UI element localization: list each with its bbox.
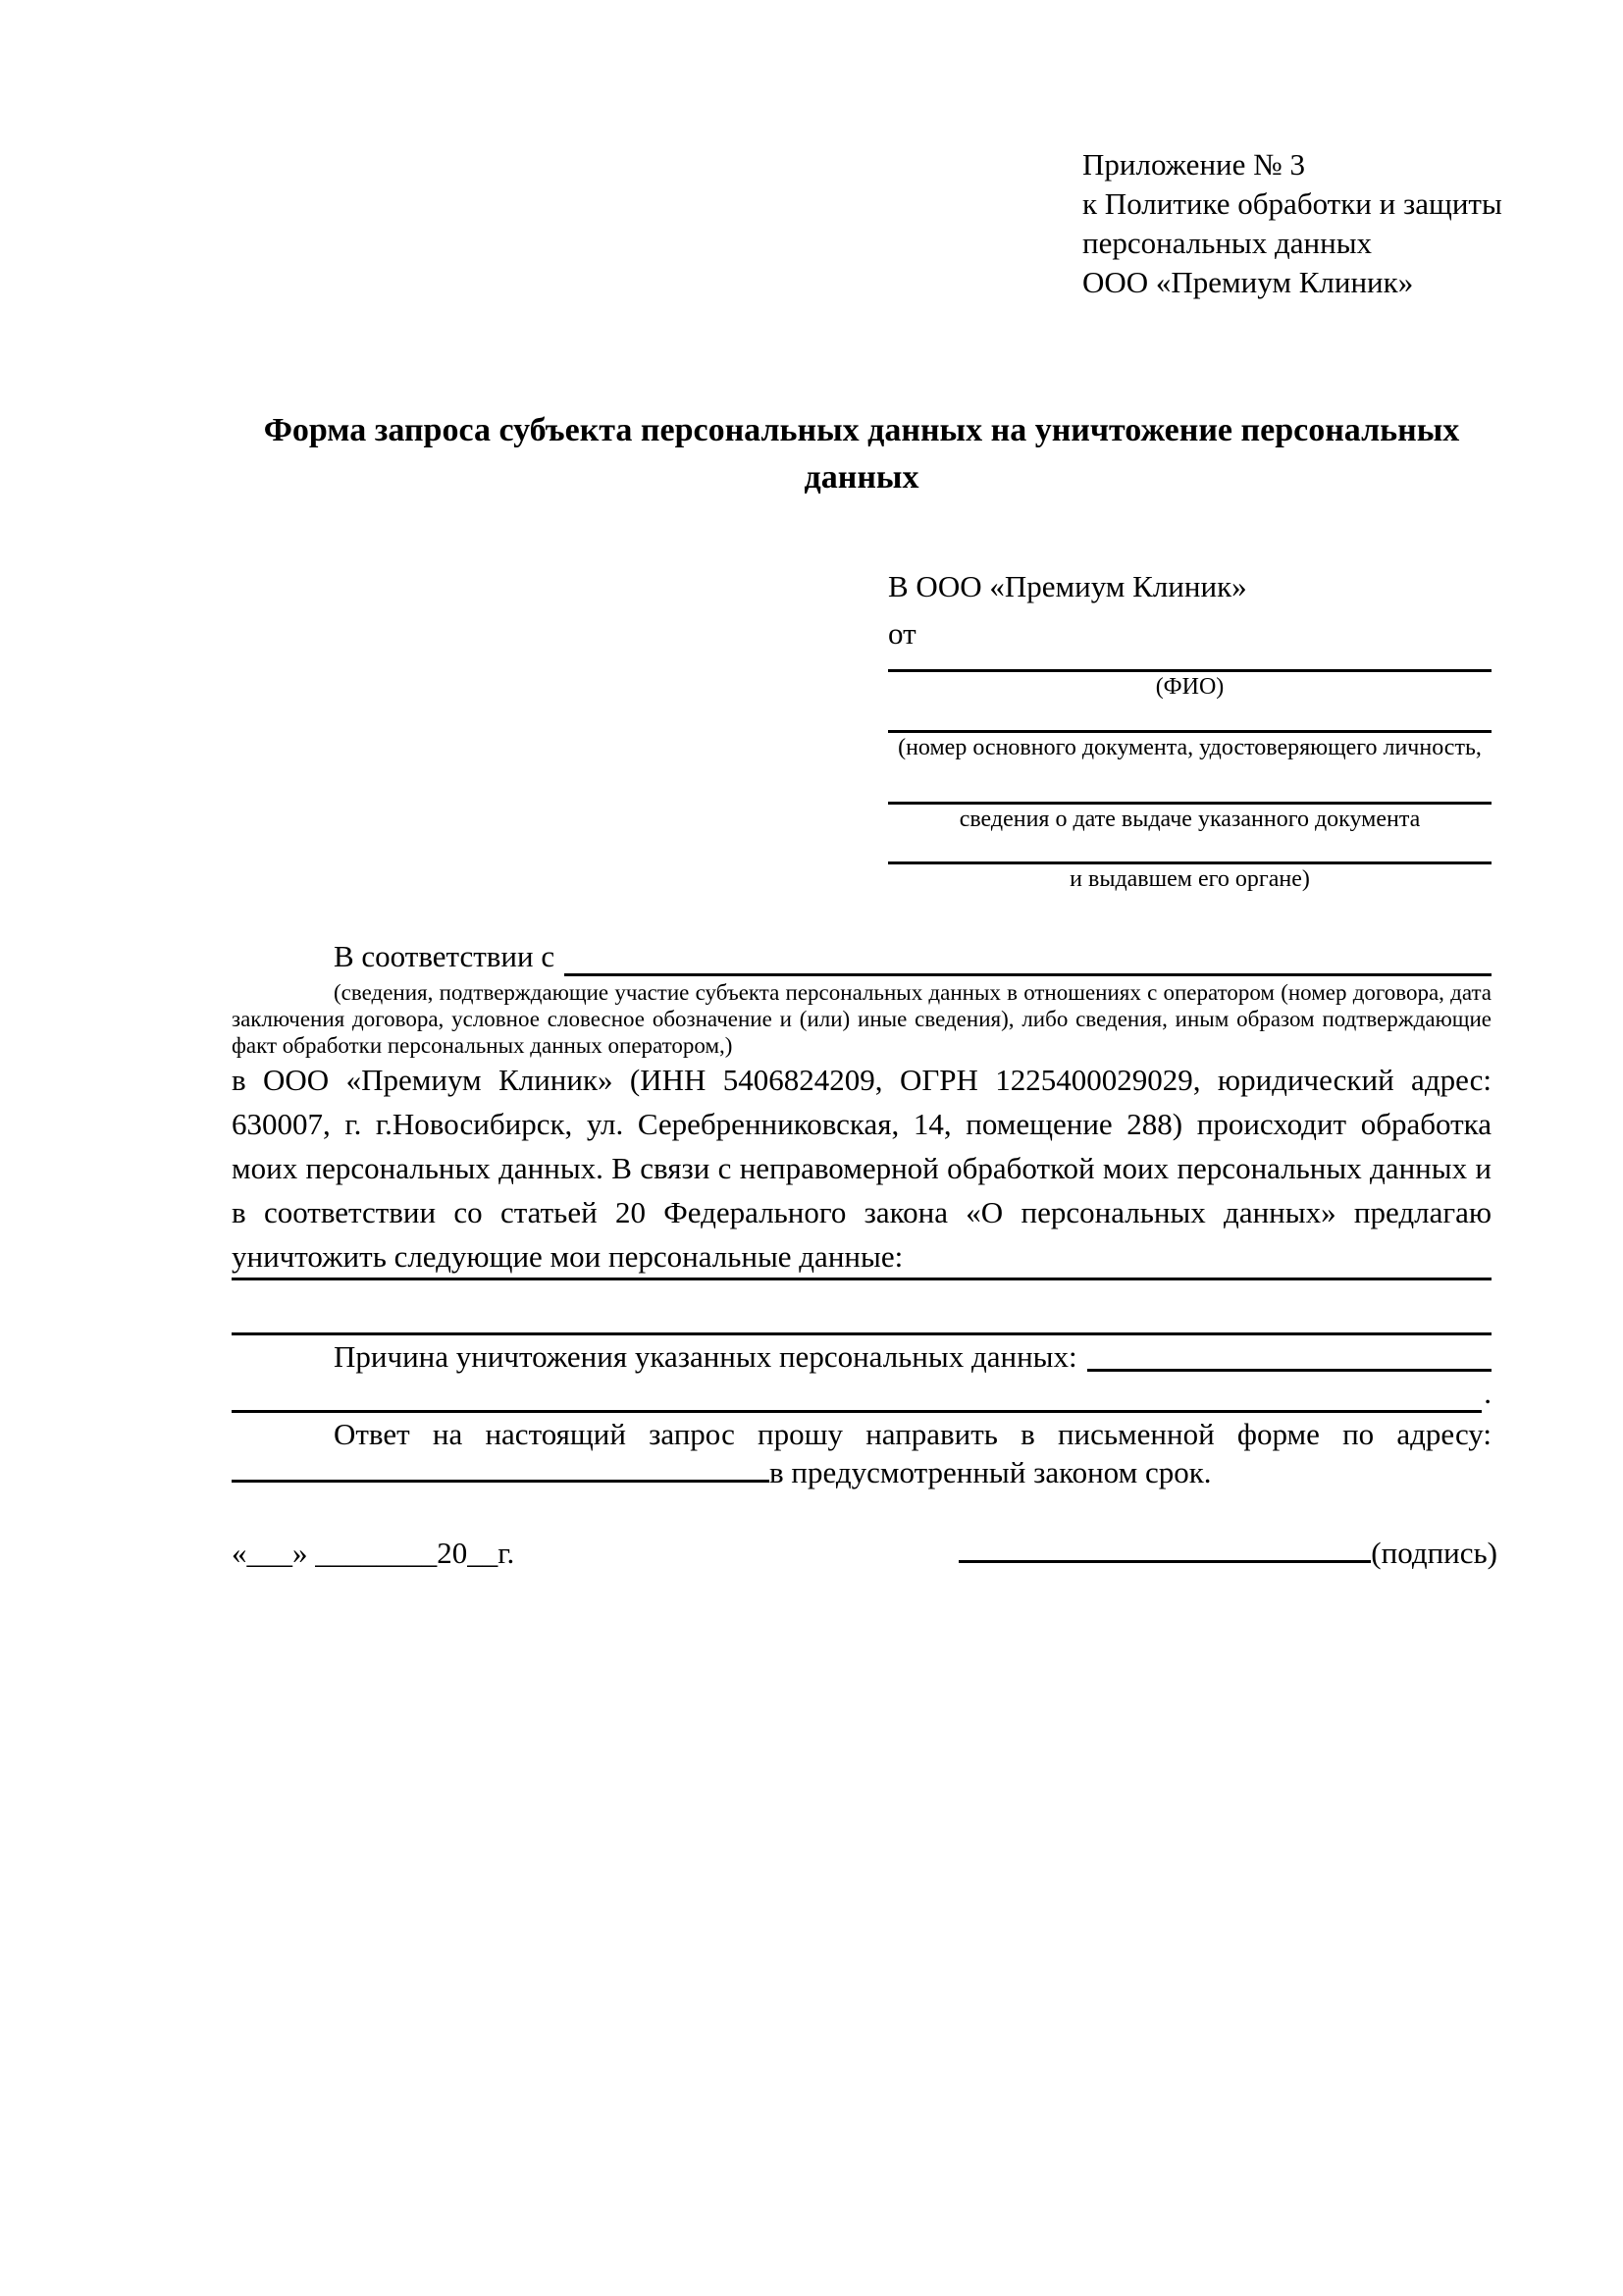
personal-data-blank-line-2 xyxy=(232,1332,1492,1335)
reason-continuation-blank-line xyxy=(232,1378,1482,1413)
reason-line-terminator: . xyxy=(1484,1376,1492,1410)
document-title: Форма запроса субъекта персональных данных на уничтожение персональных данных xyxy=(263,412,1460,496)
response-tail: в предусмотренный законом срок. xyxy=(769,1455,1212,1489)
signature-blank-line xyxy=(959,1531,1371,1563)
accordance-note: (сведения, подтверждающие участие субъекта персональных данных в отношениях с оператором (номер договора, дата заключения договора, условное словесное обозначение и (или) иные сведения), либо сведения, иным образом подтверждающие факт обработки персональных данных оператором,) xyxy=(232,980,1492,1058)
annex-line-1: Приложение № 3 xyxy=(1082,147,1305,182)
signature-caption: (подпись) xyxy=(1371,1536,1497,1570)
issuing-authority-blank-line xyxy=(888,834,1492,864)
reason-blank-line xyxy=(1087,1337,1492,1372)
date-blank: «___» ________20__г. xyxy=(232,1536,515,1570)
fio-caption: (ФИО) xyxy=(1155,674,1225,700)
signature-area xyxy=(959,1531,1497,1573)
issue-date-blank-line xyxy=(888,762,1492,805)
recipient-to: В ООО «Премиум Клиник» xyxy=(888,569,1247,603)
reason-label: Причина уничтожения указанных персональных данных: xyxy=(334,1339,1077,1374)
reason-section xyxy=(232,1337,1492,1377)
document-number-blank-line xyxy=(888,702,1492,733)
personal-data-blank-line-1 xyxy=(232,1278,1492,1280)
accordance-lead: В соответствии с xyxy=(334,939,555,973)
annex-block xyxy=(1082,145,1502,302)
response-lead: Ответ на настоящий запрос прошу направить в письменной форме по адресу: xyxy=(334,1417,1492,1451)
annex-line-4: ООО «Премиум Клиник» xyxy=(1082,265,1414,299)
document-number-caption: (номер основного документа, удостоверяющего личность, xyxy=(898,735,1482,760)
reason-continuation-row xyxy=(232,1374,1492,1413)
issue-date-caption: сведения о дате выдаче указанного документа xyxy=(959,807,1421,832)
address-blank-line xyxy=(232,1450,769,1483)
fio-blank-line xyxy=(888,653,1492,672)
issuing-authority-caption: и выдавшем его органе) xyxy=(1070,866,1310,892)
recipient-block xyxy=(888,567,1492,894)
accordance-section xyxy=(232,937,1492,1059)
accordance-row xyxy=(232,937,1492,976)
body-paragraph: в ООО «Премиум Клиник» (ИНН 5406824209, ОГРН 1225400029029, юридический адрес: 630007, г. г.Новосибирск, ул. Серебренниковская, 14, помещение 288) происходит обработка моих персональных данных. В связи с неправомерной обработкой моих персональных данных и в соответствии со статьей 20 Федерального закона «О персональных данных» предлагаю уничтожить следующие мои персональные данные: xyxy=(232,1063,1492,1274)
recipient-from: от xyxy=(888,616,916,651)
annex-line-3: персональных данных xyxy=(1082,226,1373,260)
accordance-blank-line xyxy=(564,939,1492,976)
annex-line-2: к Политике обработки и защиты xyxy=(1082,186,1502,221)
response-address-row xyxy=(232,1450,1492,1492)
footer-row xyxy=(232,1531,1497,1573)
